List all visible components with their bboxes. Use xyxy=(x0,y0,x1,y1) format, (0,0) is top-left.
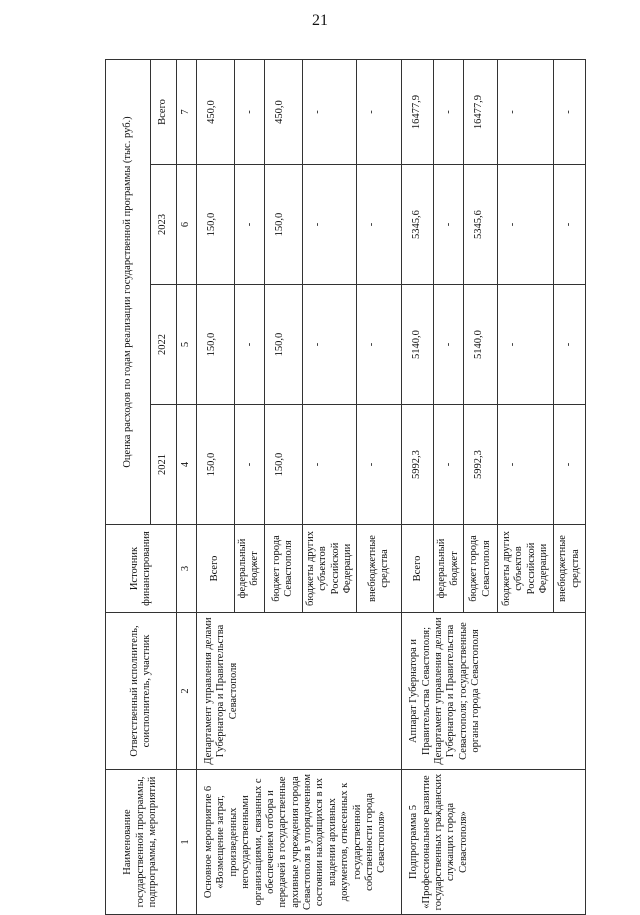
value-2022: - xyxy=(554,285,586,405)
header-row-1 xyxy=(106,59,151,914)
header-year-2023: 2023 xyxy=(151,165,177,285)
value-2022: - xyxy=(357,285,402,405)
value-2022: 5140,0 xyxy=(402,285,434,405)
source-cell: бюджеты других субъектов Российской Федерации xyxy=(498,525,554,613)
source-cell: бюджет города Севастополя xyxy=(464,525,498,613)
source-cell: Всего xyxy=(197,525,235,613)
value-2022: 5140,0 xyxy=(464,285,498,405)
block-executor: Аппарат Губернатора и Правительства Севастополя; Департамент управления делами Губернатора и Правительства Севастополя; государственные органы города Севастополя xyxy=(402,613,586,770)
value-2021: 150,0 xyxy=(264,405,302,525)
value-total: - xyxy=(434,59,464,164)
value-2021: - xyxy=(554,405,586,525)
value-2023: - xyxy=(357,165,402,285)
table-row xyxy=(197,59,235,914)
column-number: 2 xyxy=(177,613,197,770)
source-cell: бюджет города Севастополя xyxy=(264,525,302,613)
header-name: Наименование государственной программы, подпрограммы, мероприятий xyxy=(106,770,177,915)
value-2022: 150,0 xyxy=(264,285,302,405)
value-2022: - xyxy=(235,285,265,405)
value-2023: - xyxy=(434,165,464,285)
column-number: 7 xyxy=(177,59,197,164)
source-cell: бюджеты других субъектов Российской Федерации xyxy=(302,525,357,613)
value-total: 16477,9 xyxy=(464,59,498,164)
column-number: 5 xyxy=(177,285,197,405)
value-total: - xyxy=(357,59,402,164)
header-year-2022: 2022 xyxy=(151,285,177,405)
value-2023: - xyxy=(554,165,586,285)
value-2021: 5992,3 xyxy=(402,405,434,525)
value-2021: 150,0 xyxy=(197,405,235,525)
column-numbers-row xyxy=(177,59,197,914)
value-2022: - xyxy=(498,285,554,405)
value-total: - xyxy=(235,59,265,164)
source-cell: федеральный бюджет xyxy=(434,525,464,613)
value-2023: 150,0 xyxy=(197,165,235,285)
column-number: 1 xyxy=(177,770,197,915)
value-total: 16477,9 xyxy=(402,59,434,164)
source-cell: Всего xyxy=(402,525,434,613)
header-total: Всего xyxy=(151,59,177,164)
column-number: 4 xyxy=(177,405,197,525)
table-row xyxy=(402,59,434,914)
page-number: 21 xyxy=(312,12,328,29)
budget-table xyxy=(105,59,586,915)
column-number: 3 xyxy=(177,525,197,613)
value-2021: - xyxy=(302,405,357,525)
value-total: 450,0 xyxy=(264,59,302,164)
header-estimate: Оценка расходов по годам реализации государственной программы (тыс. руб.) xyxy=(106,59,151,524)
block-name: Основное мероприятие 6 «Возмещение затрат, произведенных негосударственными организациями, связанных с обеспечением отбора и передачей в государственные архивные учреждения города Севастополя в упорядоченном состоянии находящихся в их владении архивных документов, отнесенных к государственной собственности города Севастополя» xyxy=(197,770,402,915)
source-cell: федеральный бюджет xyxy=(235,525,265,613)
value-total: - xyxy=(554,59,586,164)
value-2023: - xyxy=(302,165,357,285)
value-2023: - xyxy=(235,165,265,285)
value-2021: - xyxy=(357,405,402,525)
value-2021: - xyxy=(434,405,464,525)
value-2023: 5345,6 xyxy=(464,165,498,285)
rotated-table-area xyxy=(105,60,581,915)
block-executor: Департамент управления делами Губернатора и Правительства Севастополя xyxy=(197,613,402,770)
value-2021: - xyxy=(235,405,265,525)
value-2023: 150,0 xyxy=(264,165,302,285)
value-2023: - xyxy=(498,165,554,285)
value-2022: - xyxy=(434,285,464,405)
value-total: - xyxy=(302,59,357,164)
source-cell: внебюджетные средства xyxy=(554,525,586,613)
value-2022: 150,0 xyxy=(197,285,235,405)
value-total: - xyxy=(498,59,554,164)
header-executor: Ответственный исполнитель, соисполнитель, участник xyxy=(106,613,177,770)
block-name: Подпрограмма 5 «Профессиональное развитие государственных гражданских служащих города Севастополя» xyxy=(402,770,586,915)
header-source: Источник финансирования xyxy=(106,525,177,613)
header-year-2021: 2021 xyxy=(151,405,177,525)
value-total: 450,0 xyxy=(197,59,235,164)
value-2023: 5345,6 xyxy=(402,165,434,285)
value-2021: 5992,3 xyxy=(464,405,498,525)
rotated-table-inner xyxy=(105,60,581,915)
column-number: 6 xyxy=(177,165,197,285)
value-2022: - xyxy=(302,285,357,405)
value-2021: - xyxy=(498,405,554,525)
source-cell: внебюджетные средства xyxy=(357,525,402,613)
